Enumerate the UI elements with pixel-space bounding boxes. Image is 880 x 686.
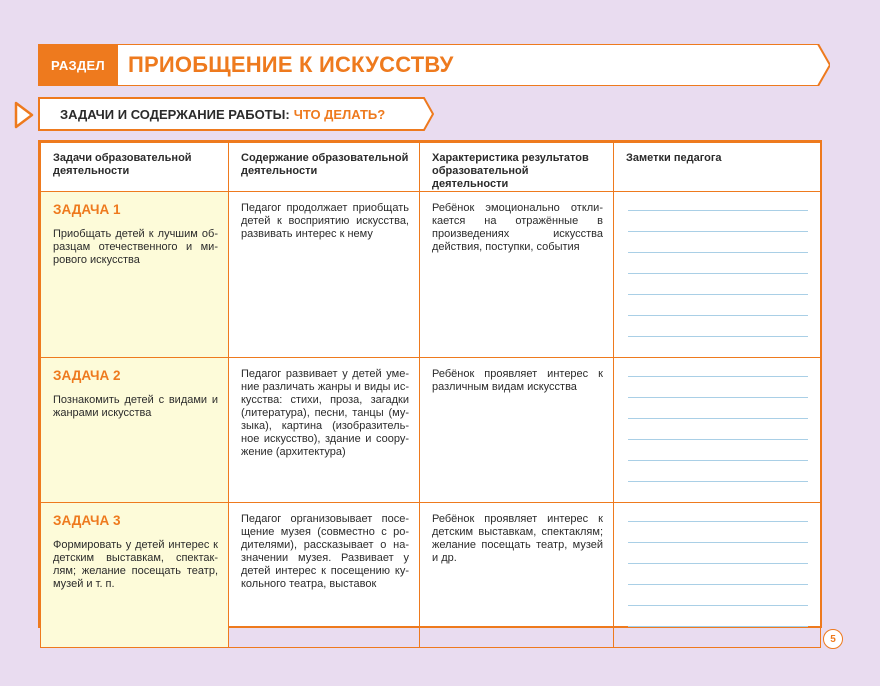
sub-header-text: ЗАДАЧИ И СОДЕРЖАНИЕ РАБОТЫ: xyxy=(60,106,290,122)
note-line xyxy=(628,315,808,316)
notes-cell[interactable] xyxy=(614,503,821,648)
result-text: Ребёнок проявляет интерес к различным видам искусства xyxy=(432,368,603,393)
notes-cell[interactable] xyxy=(614,358,821,503)
note-line xyxy=(628,460,808,461)
tasks-table xyxy=(38,140,822,628)
section-header xyxy=(38,44,830,86)
content-cell xyxy=(229,503,420,648)
note-line xyxy=(628,397,808,398)
column-header-content: Содержание образовательной деятельности xyxy=(229,143,420,192)
task-name: ЗАДАЧА 2 xyxy=(53,368,121,383)
result-text: Ребёнок эмоционально откликается на отражённые в произведениях искусства действия, поступки, события xyxy=(432,202,603,253)
column-header-results: Характеристика результатов образовательной деятельности xyxy=(420,143,614,192)
page-title: ПРИОБЩЕНИЕ К ИСКУССТВУ xyxy=(128,52,454,77)
note-line xyxy=(628,252,808,253)
notes-cell[interactable] xyxy=(614,192,821,358)
sub-header-title xyxy=(60,97,420,131)
content-cell xyxy=(229,192,420,358)
note-line xyxy=(628,542,808,543)
note-line xyxy=(628,626,808,627)
column-header-tasks: Задачи образовательной деятельности xyxy=(41,143,229,192)
content-text: Педагог развивает у детей умение различать жанры и виды искусства: стихи, проза, загадки (литература), песни, танцы (музыка), картина (изобразительное искусство), здание и сооружение (архитектура) xyxy=(241,368,409,458)
note-line xyxy=(628,231,808,232)
table-row xyxy=(41,503,821,648)
note-line xyxy=(628,210,808,211)
task-description: Познакомить детей с видами и жанрами искусства xyxy=(53,394,218,419)
table-row xyxy=(41,192,821,358)
page-number: 5 xyxy=(823,629,843,649)
task-name: ЗАДАЧА 3 xyxy=(53,513,121,528)
result-cell xyxy=(420,192,614,358)
sub-header-accent: ЧТО ДЕЛАТЬ? xyxy=(293,106,386,122)
result-cell xyxy=(420,503,614,648)
note-line xyxy=(628,273,808,274)
task-cell xyxy=(41,503,229,648)
play-arrow-icon xyxy=(14,101,34,129)
sub-header xyxy=(38,97,434,131)
table-row xyxy=(41,358,821,503)
task-name: ЗАДАЧА 1 xyxy=(53,202,121,217)
section-tag: РАЗДЕЛ xyxy=(51,57,105,73)
task-description: Приобщать детей к лучшим образцам отечественного и мирового искусства xyxy=(53,228,218,266)
content-text: Педагог организовывает посещение музея (совместно с родителями), рассказывает о назначении музея. Развивает у детей интерес к посещению кукольного театра, выставок xyxy=(241,513,409,590)
note-line xyxy=(628,605,808,606)
table-header-row xyxy=(41,143,821,192)
note-line xyxy=(628,521,808,522)
note-line xyxy=(628,418,808,419)
content-text: Педагог продолжает приобщать детей к восприятию искусства, развивать интерес к нему xyxy=(241,202,409,240)
result-cell xyxy=(420,358,614,503)
note-line xyxy=(628,439,808,440)
note-line xyxy=(628,336,808,337)
task-cell xyxy=(41,358,229,503)
content-cell xyxy=(229,358,420,503)
task-description: Формировать у детей интерес к детским выставкам, спектаклям; желание посещать театр, музей и т. п. xyxy=(53,539,218,590)
note-line xyxy=(628,376,808,377)
task-cell xyxy=(41,192,229,358)
column-header-notes: Заметки педагога xyxy=(614,143,821,192)
note-line xyxy=(628,563,808,564)
note-line xyxy=(628,584,808,585)
result-text: Ребёнок проявляет интерес к детским выставкам, спектаклям; желание посещать театр, музей и др. xyxy=(432,513,603,564)
note-line xyxy=(628,294,808,295)
note-line xyxy=(628,481,808,482)
